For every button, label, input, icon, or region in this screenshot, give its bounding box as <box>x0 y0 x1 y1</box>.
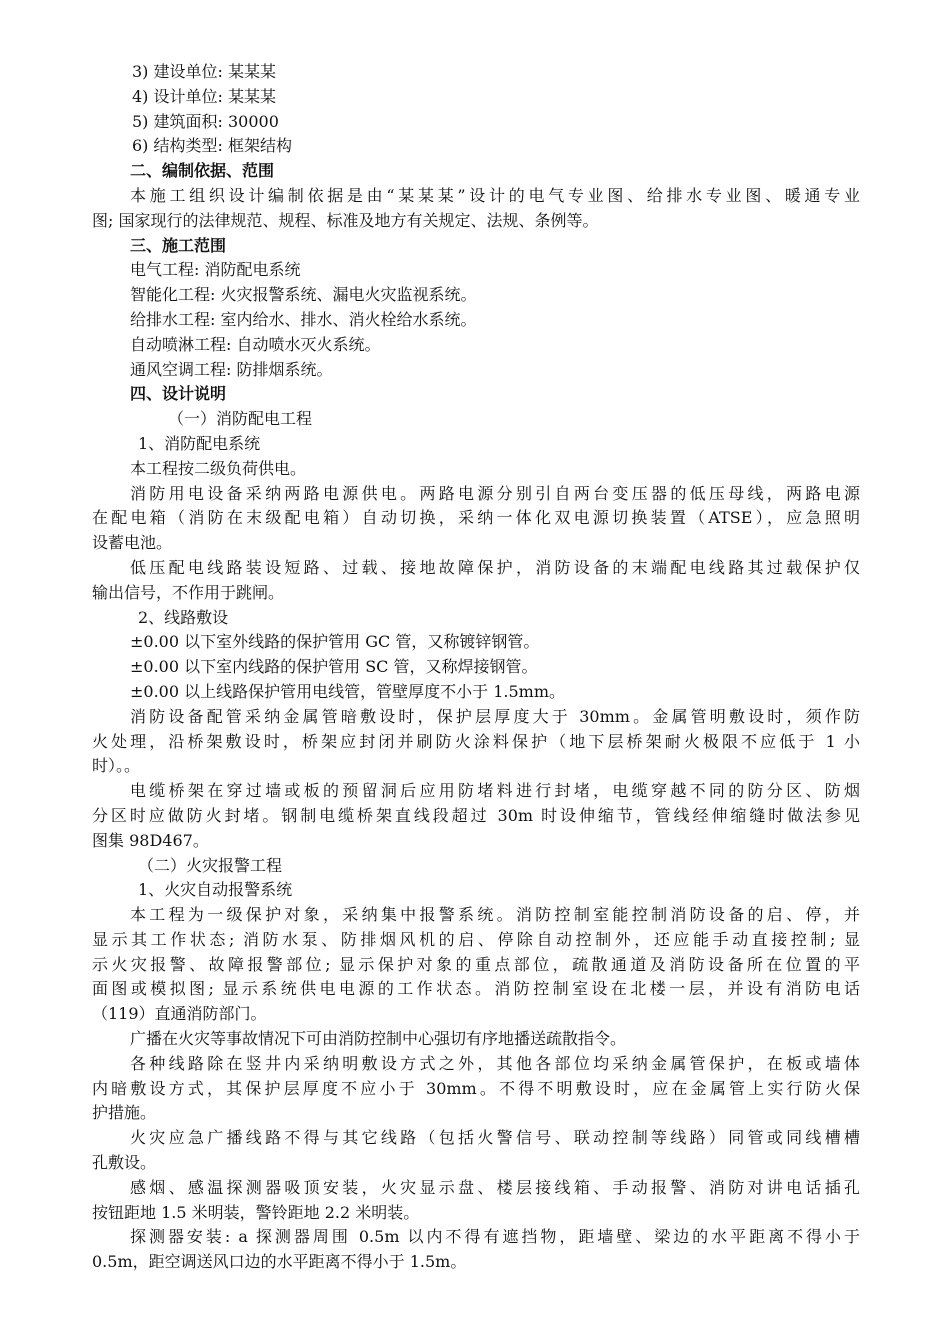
text-line: 探测器安装: a 探测器周围 0.5m 以内不得有遮挡物，距墙壁、梁边的水平距离不得小于 <box>130 1227 860 1247</box>
document-page <box>92 60 860 1275</box>
text-line: 孔敷设。 <box>92 1153 157 1173</box>
text-line: 火处理，沿桥架敷设时，桥架应封闭并刷防火涂料保护（地下层桥架耐火极限不应低于 1 小 <box>92 731 860 751</box>
text-line: 图集 98D467。 <box>92 830 209 850</box>
text-line: 火灾应急广播线路不得与其它线路（包括火警信号、联动控制等线路）同管或同线槽槽 <box>130 1128 860 1148</box>
text-line: ±0.00 以上线路保护管用电线管，管壁厚度不小于 1.5mm。 <box>130 681 565 701</box>
text-line: 消防用电设备采纳两路电源供电。两路电源分别引自两台变压器的低压母线，两路电源 <box>130 483 860 503</box>
text-line: 5) 建筑面积: 30000 <box>132 111 279 131</box>
text-line: 时）。。 <box>92 756 141 776</box>
text-line: 1、火灾自动报警系统 <box>138 880 293 900</box>
text-line: 护措施。 <box>92 1103 157 1123</box>
text-line: 广播在火灾等事故情况下可由消防控制中心强切有序地播送疏散指令。 <box>130 1029 627 1049</box>
text-line: ±0.00 以下室外线路的保护管用 GC 管，又称镀锌钢管。 <box>130 632 540 652</box>
text-line: 输出信号，不作用于跳闸。 <box>92 582 285 602</box>
text-line: 通风空调工程: 防排烟系统。 <box>130 359 333 379</box>
text-line: 给排水工程: 室内给水、排水、消火栓给水系统。 <box>130 309 477 329</box>
text-line: 图; 国家现行的法律规范、规程、标准及地方有关规定、法规、条例等。 <box>92 210 599 230</box>
text-line: 3) 建设单位: 某某某 <box>132 62 276 81</box>
section-heading: 四、设计说明 <box>130 384 227 404</box>
text-line: 本施工组织设计编制依据是由“某某某”设计的电气专业图、给排水专业图、暖通专业 <box>130 185 860 205</box>
text-line: 0.5m，距空调送风口边的水平距离不得小于 1.5m。 <box>92 1252 467 1272</box>
section-heading: 二、编制依据、范围 <box>130 161 275 181</box>
text-line: 4) 设计单位: 某某某 <box>132 86 276 106</box>
text-line: 6) 结构类型: 框架结构 <box>132 136 292 156</box>
text-line: （一）消防配电工程 <box>168 409 313 429</box>
text-line: 显示其工作状态; 消防水泵、防排烟风机的启、停除自动控制外，还应能手动直接控制; 显 <box>92 929 860 949</box>
text-line: 感烟、感温探测器吸顶安装，火灾显示盘、楼层接线箱、手动报警、消防对讲电话插孔 <box>130 1177 860 1197</box>
text-line: 智能化工程: 火灾报警系统、漏电火灾监视系统。 <box>130 285 477 305</box>
text-line: 本工程为一级保护对象，采纳集中报警系统。消防控制室能控制消防设备的启、停，并 <box>130 905 860 925</box>
section-heading: 三、施工范围 <box>130 235 227 255</box>
text-line: 内暗敷设方式，其保护层厚度不应小于 30mm。不得不明敷设时，应在金属管上实行防火保 <box>92 1078 860 1098</box>
text-line: （119）直通消防部门。 <box>92 1004 267 1024</box>
text-line: 设蓄电池。 <box>92 533 173 553</box>
text-line: 电气工程: 消防配电系统 <box>130 260 301 280</box>
text-line: 面图或模拟图; 显示系统供电电源的工作状态。消防控制室设在北楼一层，并设有消防电话 <box>92 979 860 999</box>
text-line: 本工程按二级负荷供电。 <box>130 458 307 478</box>
text-line: 示火灾报警、故障报警部位; 显示保护对象的重点部位，疏散通道及消防设备所在位置的平 <box>92 954 860 974</box>
text-line: 低压配电线路装设短路、过载、接地故障保护，消防设备的末端配电线路其过载保护仅 <box>130 557 860 577</box>
text-line: 分区时应做防火封堵。钢制电缆桥架直线段超过 30m 时设伸缩节，管线经伸缩缝时做法参见 <box>92 805 860 825</box>
text-line: 在配电箱（消防在末级配电箱）自动切换，采纳一体化双电源切换装置（ATSE），应急照明 <box>92 508 860 528</box>
text-line: ±0.00 以下室内线路的保护管用 SC 管，又称焊接钢管。 <box>130 657 538 677</box>
text-line: 消防设备配管采纳金属管暗敷设时，保护层厚度大于 30mm。金属管明敷设时，须作防 <box>130 706 860 726</box>
text-line: 按钮距地 1.5 米明装，警铃距地 2.2 米明装。 <box>92 1202 420 1222</box>
text-line: 1、消防配电系统 <box>138 433 261 453</box>
text-line: 2、线路敷设 <box>138 607 229 627</box>
text-line: 电缆桥架在穿过墙或板的预留洞后应用防堵料进行封堵，电缆穿越不同的防分区、防烟 <box>130 781 860 801</box>
text-line: （二）火灾报警工程 <box>138 855 283 875</box>
text-line: 自动喷淋工程: 自动喷水灭火系统。 <box>130 334 381 354</box>
text-line: 各种线路除在竖井内采纳明敷设方式之外，其他各部位均采纳金属管保护，在板或墙体 <box>130 1053 860 1073</box>
